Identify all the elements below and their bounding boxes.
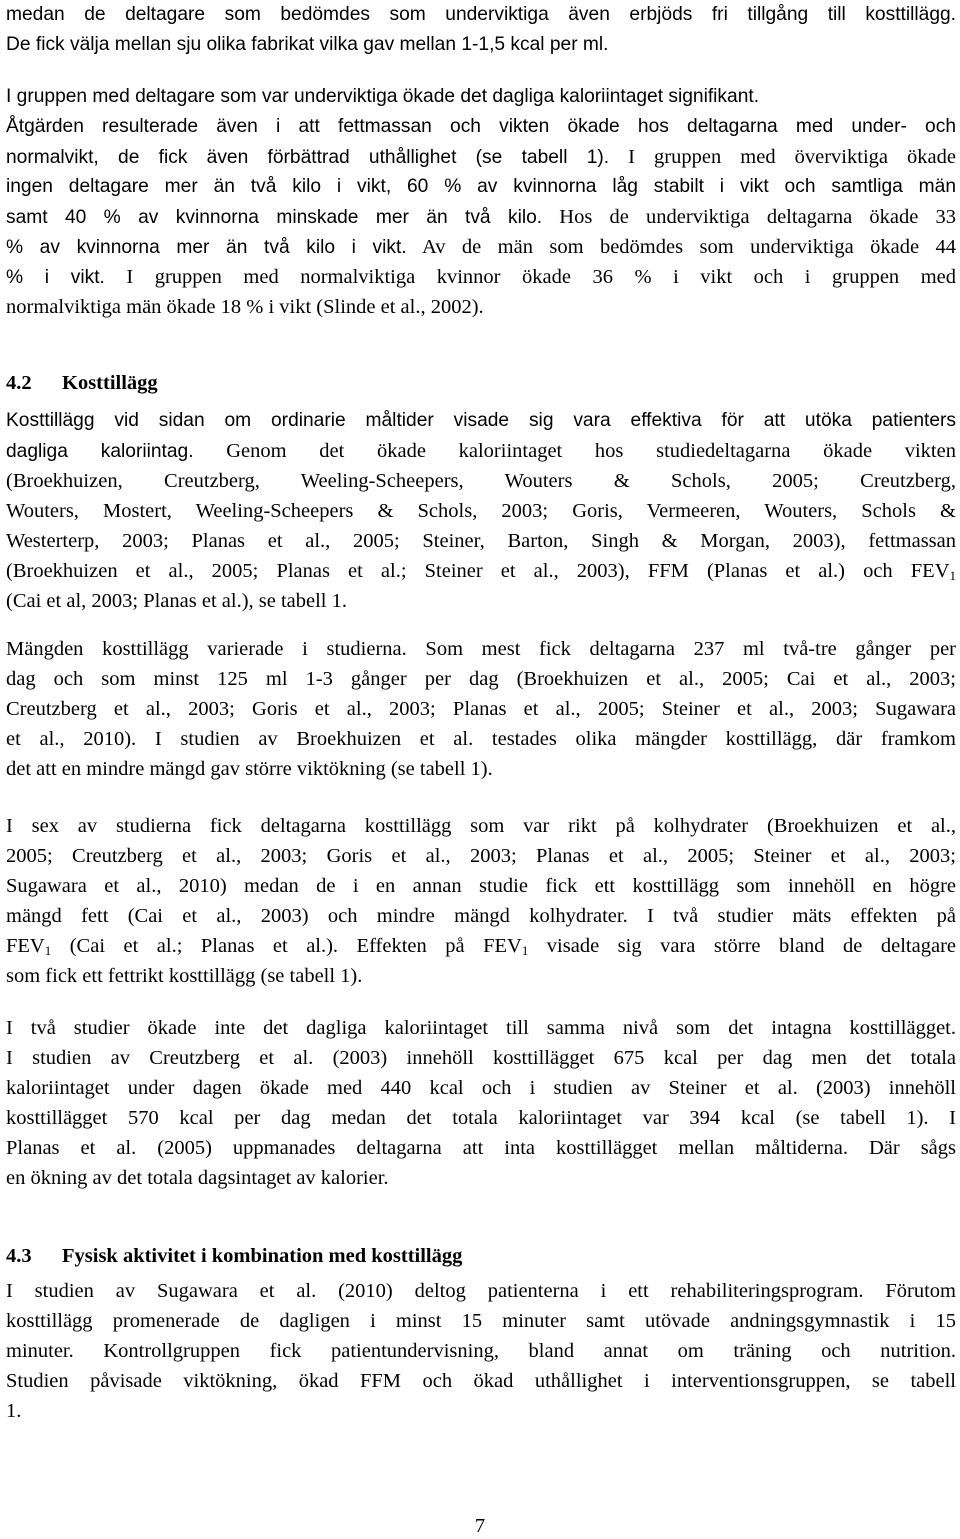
text-segment: I gruppen med normalviktiga kvinnor ökade 36 % i vikt och i gruppen med bbox=[104, 266, 956, 288]
text-line: I studien av Creutzberg et al. (2003) innehöll kosttillägget 675 kcal per dag men det totala bbox=[6, 1047, 956, 1069]
text-line: Creutzberg et al., 2003; Goris et al., 2003; Planas et al., 2005; Steiner et al., 2003; Sugawara bbox=[6, 698, 956, 720]
section-heading-4-3 bbox=[6, 1241, 462, 1271]
text-line: I två studier ökade inte det dagliga kaloriintaget till samma nivå som det intagna kosttillägget. bbox=[6, 1017, 956, 1039]
text-line: Sugawara et al., 2010) medan de i en annan studie fick ett kosttillägg som innehöll en högre bbox=[6, 875, 956, 897]
text-line: som fick ett fettrikt kosttillägg (se tabell 1). bbox=[6, 965, 363, 987]
text-line: Westerterp, 2003; Planas et al., 2005; Steiner, Barton, Singh & Morgan, 2003), fettmassan bbox=[6, 530, 956, 552]
text-line bbox=[6, 931, 956, 961]
text-line: Kosttillägg vid sidan om ordinarie måltider visade sig vara effektiva för att utöka patienters bbox=[6, 410, 956, 431]
text-segment: (Cai et al.; Planas et al.). Effekten på FEV bbox=[51, 935, 522, 957]
text-line: Planas et al. (2005) uppmanades deltagarna att inta kosttillägget mellan måltiderna. Där sågs bbox=[6, 1137, 956, 1159]
text-segment: FEV bbox=[6, 935, 45, 957]
text-segment: dagliga kaloriintag. bbox=[6, 441, 194, 462]
text-line: Åtgärden resulterade även i att fettmassan och vikten ökade hos deltagarna med under- och bbox=[6, 116, 956, 137]
section-number: 4.3 bbox=[6, 1245, 32, 1267]
subscript: 1 bbox=[44, 943, 52, 958]
text-line bbox=[6, 556, 956, 586]
text-line bbox=[6, 142, 956, 172]
section-heading-4-2 bbox=[6, 368, 158, 398]
section-number: 4.2 bbox=[6, 372, 32, 394]
text-segment: samt 40 % av kvinnorna minskade mer än två kilo. bbox=[6, 207, 543, 228]
paragraph-intro bbox=[6, 0, 956, 60]
paragraph-six-studies bbox=[6, 811, 956, 991]
text-line: 1. bbox=[6, 1400, 22, 1422]
text-segment: % av kvinnorna mer än två kilo i vikt. bbox=[6, 237, 407, 258]
text-line: (Cai et al, 2003; Planas et al.), se tabell 1. bbox=[6, 590, 348, 612]
paragraph-results bbox=[6, 82, 956, 322]
text-line: 2005; Creutzberg et al., 2003; Goris et al., 2003; Planas et al., 2005; Steiner et al., 2003; bbox=[6, 845, 956, 867]
subscript: 1 bbox=[521, 943, 529, 958]
text-segment: Hos de underviktiga deltagarna ökade 33 bbox=[542, 206, 956, 228]
text-line: normalviktiga män ökade 18 % i vikt (Slinde et al., 2002). bbox=[6, 296, 484, 318]
text-segment: I gruppen med överviktiga ökade bbox=[609, 146, 956, 168]
text-segment: normalvikt, de fick även förbättrad uthållighet (se tabell 1). bbox=[6, 147, 610, 168]
text-line: Wouters, Mostert, Weeling-Scheepers & Schols, 2003; Goris, Vermeeren, Wouters, Schols & bbox=[6, 500, 956, 522]
text-line: ingen deltagare mer än två kilo i vikt, 60 % av kvinnorna låg stabilt i vikt och samtliga män bbox=[6, 176, 956, 197]
text-line bbox=[6, 436, 956, 466]
text-segment: Genom det ökade kaloriintaget hos studiedeltagarna ökade vikten bbox=[193, 440, 956, 462]
text-segment: Av de män som bedömdes som underviktiga ökade 44 bbox=[406, 236, 956, 258]
subscript: 1 bbox=[949, 568, 956, 583]
paragraph-amount bbox=[6, 634, 956, 784]
paragraph-physical-activity bbox=[6, 1276, 956, 1426]
text-line: Mängden kosttillägg varierade i studierna. Som mest fick deltagarna 237 ml två-tre gånger per bbox=[6, 638, 956, 660]
section-title: Kosttillägg bbox=[62, 372, 158, 394]
text-segment: (Broekhuizen et al., 2005; Planas et al.; Steiner et al., 2003), FFM (Planas et al.) och FEV bbox=[6, 560, 950, 582]
text-line: kosttillägget 570 kcal per dag medan det totala kaloriintaget var 394 kcal (se tabell 1). I bbox=[6, 1107, 956, 1129]
text-line: Studien påvisade viktökning, ökad FFM och ökad uthållighet i interventionsgruppen, se tabell bbox=[6, 1370, 956, 1392]
text-line bbox=[6, 262, 956, 292]
text-segment: % i vikt. bbox=[6, 267, 105, 288]
text-line bbox=[6, 232, 956, 262]
text-line: det att en mindre mängd gav större viktökning (se tabell 1). bbox=[6, 758, 493, 780]
paragraph-kosttillagg bbox=[6, 406, 956, 616]
text-line: medan de deltagare som bedömdes som underviktiga även erbjöds fri tillgång till kosttillägg. bbox=[6, 4, 956, 25]
text-line: I studien av Sugawara et al. (2010) deltog patienterna i ett rehabiliteringsprogram. Förutom bbox=[6, 1280, 956, 1302]
text-line: kaloriintaget under dagen ökade med 440 kcal och i studien av Steiner et al. (2003) innehöll bbox=[6, 1077, 956, 1099]
text-line: I sex av studierna fick deltagarna kosttillägg som var rikt på kolhydrater (Broekhuizen et al., bbox=[6, 815, 956, 837]
text-segment: visade sig vara större bland de deltagare bbox=[528, 935, 956, 957]
section-title: Fysisk aktivitet i kombination med kosttillägg bbox=[62, 1245, 463, 1267]
page-number: 7 bbox=[474, 1515, 486, 1537]
text-line: mängd fett (Cai et al., 2003) och mindre mängd kolhydrater. I två studier mäts effekten på bbox=[6, 905, 956, 927]
text-line: (Broekhuizen, Creutzberg, Weeling-Scheepers, Wouters & Schols, 2005; Creutzberg, bbox=[6, 470, 956, 492]
text-line: et al., 2010). I studien av Broekhuizen et al. testades olika mängder kosttillägg, där framkom bbox=[6, 728, 956, 750]
text-line: en ökning av det totala dagsintaget av kalorier. bbox=[6, 1167, 389, 1189]
paragraph-two-studies bbox=[6, 1013, 956, 1193]
text-line: I gruppen med deltagare som var underviktiga ökade det dagliga kaloriintaget signifikant. bbox=[6, 86, 760, 107]
text-line: dag och som minst 125 ml 1-3 gånger per dag (Broekhuizen et al., 2005; Cai et al., 2003; bbox=[6, 668, 956, 690]
text-line: De fick välja mellan sju olika fabrikat vilka gav mellan 1-1,5 kcal per ml. bbox=[6, 34, 609, 55]
text-line: minuter. Kontrollgruppen fick patientundervisning, bland annat om träning och nutrition. bbox=[6, 1340, 956, 1362]
text-line: kosttillägg promenerade de dagligen i minst 15 minuter samt utövade andningsgymnastik i 15 bbox=[6, 1310, 956, 1332]
text-line bbox=[6, 202, 956, 232]
